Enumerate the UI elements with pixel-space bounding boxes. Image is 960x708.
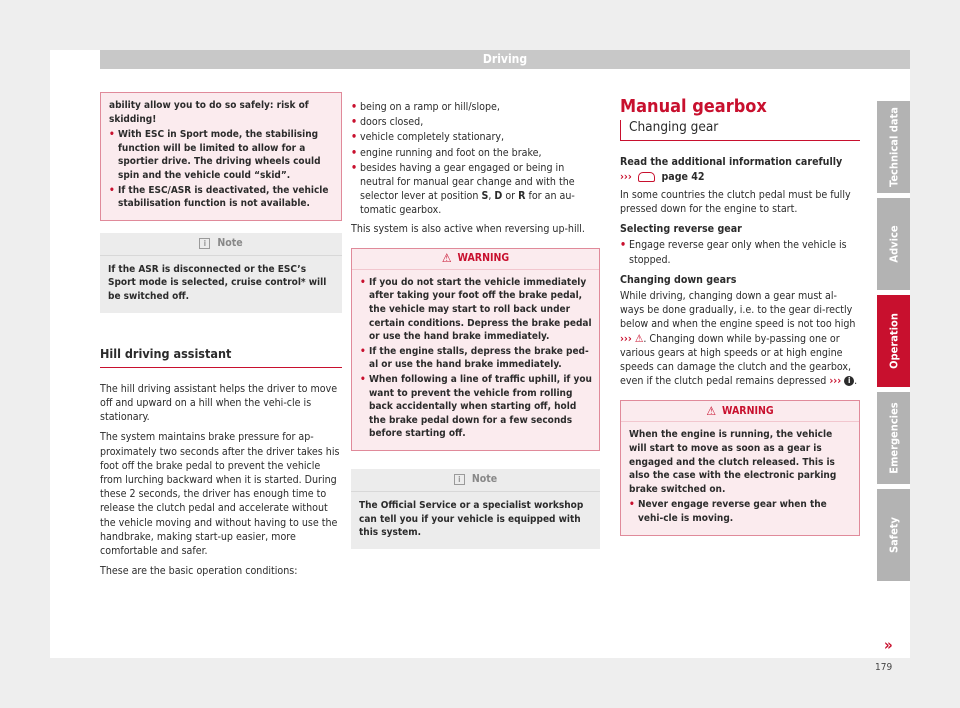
note-title: Note bbox=[471, 473, 498, 486]
warning-text: ability allow you to do so safely: risk of skidding! bbox=[109, 100, 309, 125]
note-text: If the ASR is disconnected or the ESC’s Sport mode is selected, cruise control* will be switched off. bbox=[108, 263, 327, 302]
warning-header bbox=[352, 249, 599, 270]
paragraph: The hill driving assistant helps the driver to move off and upward on a hill when the vehi-cle is stationary. bbox=[100, 382, 338, 424]
warning-title: WARNING bbox=[457, 252, 510, 265]
tab-emergencies[interactable]: Emergencies bbox=[877, 392, 910, 484]
condition-item: • besides having a gear engaged or being in neutral for manual gear change and with the selector lever at position S, D or R for an au-tomatic gearbox. bbox=[351, 161, 575, 217]
column-right bbox=[620, 92, 860, 536]
condition-item: • doors closed, bbox=[351, 116, 424, 129]
bullet-icon: • bbox=[360, 345, 366, 357]
subheading-reverse: Selecting reverse gear bbox=[620, 223, 742, 236]
paragraph: This system is also active when reversing up-hill. bbox=[351, 222, 585, 235]
bullet-icon: • bbox=[351, 101, 358, 113]
continue-arrow-icon: » bbox=[884, 636, 893, 654]
note-header bbox=[100, 233, 342, 256]
tab-safety[interactable]: Safety bbox=[877, 489, 910, 581]
tab-advice[interactable]: Advice bbox=[877, 198, 910, 290]
arrows-icon: ››› bbox=[620, 170, 632, 183]
section-title-hill-assistant: Hill driving assistant bbox=[100, 347, 342, 368]
warning-triangle-icon: ⚠ bbox=[706, 403, 717, 418]
bullet-icon: • bbox=[109, 129, 115, 141]
manual-page bbox=[50, 50, 910, 658]
warning-text: When the engine is running, the vehicle will start to move as soon as a gear is engaged and the clutch released. This is also the case with the electronic parking brake switched on. bbox=[629, 429, 837, 495]
info-icon: i bbox=[199, 238, 210, 249]
chapter-title: Manual gearbox bbox=[620, 96, 767, 117]
tab-technical-data[interactable]: Technical data bbox=[877, 101, 910, 193]
warning-triangle-icon: ⚠ bbox=[441, 251, 452, 266]
warning-bullet: • Never engage reverse gear when the vehi-cle is moving. bbox=[629, 499, 827, 525]
bullet-icon: • bbox=[351, 131, 358, 144]
condition-item: • engine running and foot on the brake, bbox=[351, 146, 542, 159]
note-box bbox=[351, 469, 600, 549]
car-icon bbox=[638, 172, 655, 182]
bullet-icon: • bbox=[360, 373, 366, 385]
warning-header bbox=[621, 401, 859, 422]
warning-triangle-icon: ⚠ bbox=[634, 332, 644, 345]
paragraph: These are the basic operation conditions: bbox=[100, 565, 298, 578]
arrows-icon: ››› bbox=[829, 375, 842, 388]
bullet-icon: • bbox=[351, 116, 358, 129]
subheading-down-gears: Changing down gears bbox=[620, 273, 737, 286]
note-text: The Official Service or a specialist workshop can tell you if your vehicle is equipped with this system. bbox=[359, 499, 584, 539]
warning-bullet: • When following a line of traffic uphill, if you want to prevent the vehicle from rolling back accidentally when starting off, hold the brake pedal down for a few seconds before starting off. bbox=[360, 373, 592, 440]
warning-box bbox=[351, 248, 600, 451]
bullet-icon: • bbox=[620, 239, 627, 252]
warning-bullet: • With ESC in Sport mode, the stabilising function will be limited to allow for a sportier drive. The driving wheels could spin and the vehicle could “skid”. bbox=[109, 129, 321, 181]
column-middle bbox=[351, 92, 600, 549]
condition-item: • being on a ramp or hill/slope, bbox=[351, 101, 500, 113]
bullet-icon: • bbox=[629, 499, 635, 511]
note-title: Note bbox=[217, 236, 243, 249]
arrows-icon: ››› bbox=[620, 332, 632, 345]
paragraph: The system maintains brake pressure for ap-proximately two seconds after the driver takes his foot off the brake pedal to prevent the vehicle from lurching backward when it is started. During these 2 seconds, the driver has enough time to release the clutch pedal and accelerate without the vehicle moving and without having to use the handbrake, making start-up easier, more comfortable and safer. bbox=[100, 431, 340, 557]
warning-bullet: • If the ESC/ASR is deactivated, the vehicle stabilisation function is not available. bbox=[109, 184, 329, 210]
warning-bullet: • If the engine stalls, depress the brake ped-al or use the hand brake immediately. bbox=[360, 345, 589, 371]
bullet-icon: • bbox=[351, 161, 358, 174]
paragraph: While driving, changing down a gear must al-ways be done gradually, i.e. to the gear di-rectly below and when the engine speed is not too high ››› ⚠. Changing down while by-passing one or various gears at high speeds or at high engine speeds can damage the clutch and the gearbox, even if the clutch pedal remains depressed ››› i . bbox=[620, 290, 858, 388]
page-reference[interactable]: ››› page 42 bbox=[620, 170, 705, 183]
note-box bbox=[100, 233, 342, 313]
bullet-icon: • bbox=[109, 184, 115, 196]
warning-title: WARNING bbox=[722, 404, 774, 417]
warning-box-continued bbox=[100, 92, 342, 221]
page-number: 179 bbox=[875, 662, 893, 673]
info-icon: i bbox=[454, 474, 465, 485]
read-more-text: Read the additional information carefully bbox=[620, 156, 843, 169]
reverse-bullet: • Engage reverse gear only when the vehicle is stopped. bbox=[620, 239, 847, 266]
warning-bullet: • If you do not start the vehicle immediately after taking your foot off the brake pedal, the vehicle may start to roll back under certain conditions. Depress the brake pedal or use the hand brake immediately. bbox=[360, 276, 592, 343]
note-header bbox=[351, 469, 600, 492]
condition-item: • vehicle completely stationary, bbox=[351, 131, 505, 144]
bullet-icon: • bbox=[351, 146, 358, 159]
section-title: Changing gear bbox=[620, 120, 860, 141]
info-circle-icon: i bbox=[844, 376, 854, 386]
warning-box bbox=[620, 400, 860, 535]
tab-operation[interactable]: Operation bbox=[877, 295, 910, 387]
page-header: Driving bbox=[100, 50, 910, 69]
column-left bbox=[100, 92, 342, 584]
paragraph: In some countries the clutch pedal must be fully pressed down for the engine to start. bbox=[620, 188, 851, 216]
bullet-icon: • bbox=[360, 276, 366, 288]
